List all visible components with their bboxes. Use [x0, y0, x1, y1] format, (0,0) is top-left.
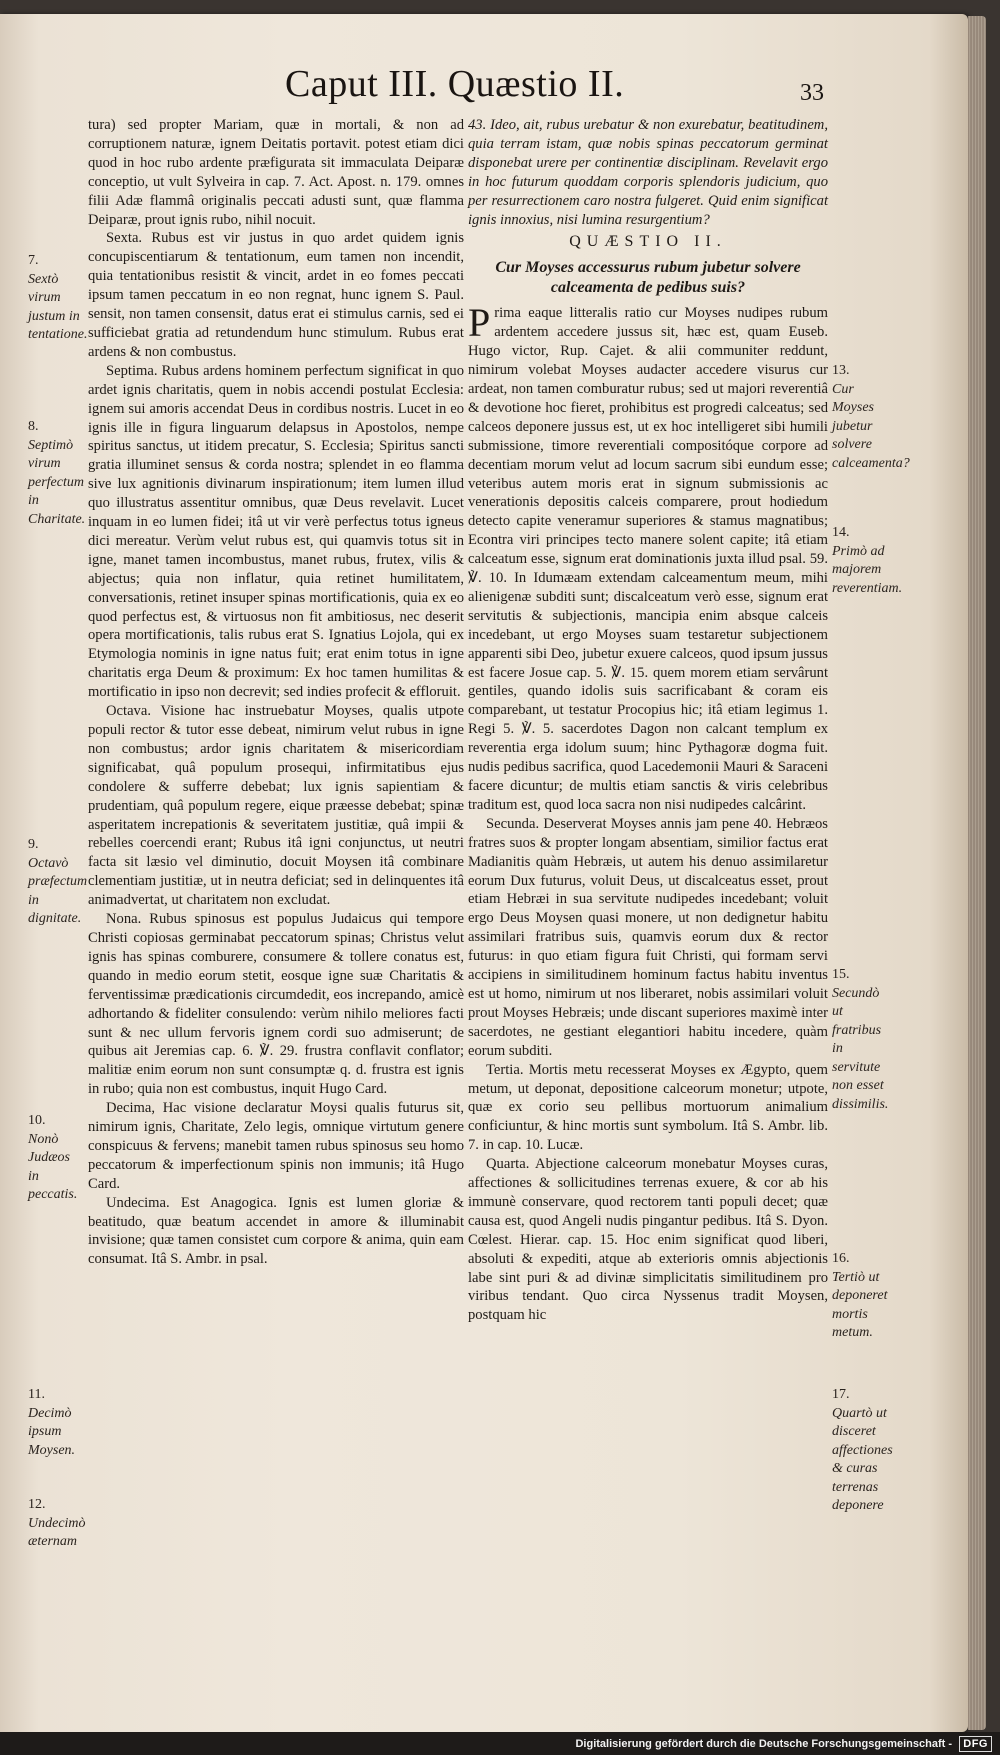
paragraph-first [468, 300, 828, 814]
right-column [468, 116, 828, 1325]
paragraph: Secunda. Deserverat Moyses annis jam pene 40. Hebræos fratres suos & propter longam absentiam, similior factus erat Madianitis quàm Hebræis, ut autem his denuo assimilaretur eorum Dux futurus, voluit Deus, ut discalceatus esset, prout etiam Hebræi in sua servitute nudipedes incedebant; voluit ergo Deus Moysen quasi monere, ut non dedignetur habitu assimilari fratribus suis, quamvis eorum dux & rector futurus: in quo etiam figura fuit Christi, qui formam servi accipiens in similitudinem hominum factus habitu inventus est ut homo, nimirum ut nos liberaret, nobis assimilari voluit prout Moyses Hebræis; unde discant superiores maximè inter sacerdotes, ne gestiant elegantiori habitu incedere, quàm eorum subditi. [468, 815, 828, 1059]
paragraph: Septima. Rubus ardens hominem perfectum significat in quo ardet ignis charitatis, quem in nobis accendi postulat Ecclesia: ignem sui amoris accendat Deus in cordibus nostris. Lucet in eo ignis ille in figura linguarum delapsus in Apostolos, nempe spiritus sanctus, ut itidem precatur, S. Ecclesia; Spiritus sancti gratia illuminet sensus & corda nostra; splendet in eo flamma sive lux agnitionis divinarum inspirationum; item lumen illud quo illustratus assentitur omnibus, quæ Deus revelavit. Lucet inquam in eo lumen fidei; itâ ut vir verè perfectus totus igneus dici mereatur. Verùm velut rubus est, qui quamvis totus sit in igne, manet tamen incombustus, manet rubus, frutex, vilis & abjectus; quia non inflatur, quia retinet humilitatem, conversationis, retinet insuper spinas mortificationis, quia ex eo quod perfectus est, & virtuosus non fit ambitiosus, nec deserit opera mortificationis, talis rubus erat S. Ignatius Lojola, qui ex Etymologia nominis in igne natus fuit; erat enim totus in igne charitatis erga Deum & proximum: Ex hoc tamen humilitas & mortificatio in ipso non decrevit; sed indies profecit & effloruit. [88, 362, 464, 701]
paragraph: Tertia. Mortis metu recesserat Moyses ex Ægypto, quem metum, ut deponat, depositione calceorum monetur; utpote, quæ ex corio seu pellibus mortuorum animalium conficiuntur, & hinc mortis sunt symbolum. Itâ S. Ambr. lib. 7. in cap. 10. Lucæ. [468, 1061, 828, 1154]
paragraph: Sexta. Rubus est vir justus in quo ardet quidem ignis concupiscentiarum & tentationum, eum tamen non incendit, quia tentationibus resistit & vincit, ardet in eo fomes peccati ipsum tamen peccatum in eo non regnat, hunc ignem S. Paul. sensit, non tamen consensit, datus erat ei stimulus carnis, sed ei sufficiebat gratia ad retundendum hunc stimulum. Rubus erat ardens & non combustus. [88, 230, 464, 360]
margin-note-left: 12. Undecimò æternam [28, 1497, 86, 1549]
margin-note-right: 17. Quartò ut disceret affectiones & curas terrenas deponere [832, 1387, 893, 1513]
left-column [88, 116, 464, 1269]
paragraph-text: rima eaque litteralis ratio cur Moyses nudipes rubum ardentem accedere jussus sit, hæc est, quam Euseb. Hugo victor, Rup. Cajet. & alii communiter reddunt, nimirum volebat Moyses audacter accedere visurus cur ardeat, non tamen comburatur rubus; sed ut majori reverentiâ & devotione hoc fieret, prohibitus est progredi calceatus; sed calceos deponere jussus est, ut ex hoc intelligeret sibi humili submissione, timore reverentiali compositóque corpore ad decentiam morum velut ad locum sacrum sibi eundum esse; veteribus autem moris erat in signum submissionis ac venerationis depositis calceis comparere, prout hodiedum detecto capite veneramur superiores & stamus magnatibus; Econtra viri principes tecto manere solent capite; itâ etiam calceatum esse, signum erat dominationis juxta illud psal. 59. ℣. 10. In Idumæam extendam calceamentum meum, mihi alienigenæ subditi sunt; discalceatum verò esse, signum erat servitutis & subjectionis, mancipia enim absque calceis incedebant, ut ergo Moyses suam testaretur subjectionem apparenti sibi Deo, jubetur exuere calceos, quod ipsum jussus est facere Josue cap. 5. ℣. 15. quem morem etiam servârunt gentiles, quando idolis suis sacrificabant & coram eis comparebant, ut testatur Procopius hic; itâ etiam legimus 1. Regi 5. ℣. 5. sacerdotes Dagon non calcant templum ex reverentia erga idolum suum; hinc Pythagoræ dogma fuit. nudis pedibus sacrifica, quod Lacedemonii Mauri & Saraceni facere dicuntur; de multis etiam sanctis & viris celebribus traditum est, quod loca sacra non nisi nudipedes calcârint. [468, 305, 828, 813]
margin-note-left: 7. Sextò virum justum in tentatione. [28, 253, 88, 342]
footer-credit: Digitalisierung gefördert durch die Deutsche Forschungsgemeinschaft - [575, 1738, 952, 1750]
margin-note-right: 13. Cur Moyses jubetur solvere calceamenta? [832, 363, 910, 471]
paragraph: Nona. Rubus spinosus est populus Judaicus qui tempore Christi copiosas germinabat peccatorum spinas; Christus velut ignis has spinas comburere, consumere & tollere conatus est, quando in medio eorum stetit, eosque igne suæ Charitatis & ferventissimæ prædicationis circumdedit, eos increpando, amicè adhortando & fideliter consulendo: verùm nihilo meliores facti sunt & nec ullum fervoris ignem cordi suo admiserunt; de quibus ait Jeremias cap. 6. ℣. 29. frustra conflavit conflator; malitiæ enim eorum non sunt consumptæ q. d. frustra est ignis in rubo; quia non est combustus, inquit Hugo Card. [88, 911, 464, 1098]
drop-cap: P [468, 300, 491, 346]
margin-note-right: 16. Tertiò ut deponeret mortis metum. [832, 1251, 888, 1340]
paragraph: Quarta. Abjectione calceorum monebatur Moyses curas, affectiones & sollicitudines terrenas exuere, & cor ab his immunè conservare, quod rectorem tanti populi decet; quæ causa est, quod Angeli nudis pingantur pedibus. Itâ S. Dyon. Cœlest. Hierar. cap. 15. Hoc enim significat quod liberi, absoluti & expediti, atque ab exterioris omnis abjectionis labe sint puri & ad divinæ simplicitatis similitudinem pro viribus tendant. Quo circa Nyssenus tradit Moysen, postquam hic [468, 1156, 828, 1324]
margin-note-left: 10. Nonò Judæos in peccatis. [28, 1113, 78, 1202]
dfg-logo: DFG [959, 1736, 992, 1752]
margin-note-left: 8. Septimò virum perfectum in Charitate. [28, 419, 86, 527]
margin-note-right: 14. Primò ad majorem reverentiam. [832, 525, 903, 596]
margin-note-left: 11. Decimò ipsum Moysen. [28, 1387, 76, 1458]
questio-heading: QUÆSTIO II. [569, 233, 727, 251]
page-number: 33 [800, 80, 824, 106]
margin-note-left: 9. Octavò præfectum in dignitate. [28, 837, 88, 926]
quotation-continuation: 43. Ideo, ait, rubus urebatur & non exurebatur, beatitudinem, quia terram istam, quæ nobis spinas peccatorum germinat disponebat urere per continentiæ disciplinam. Revelavit ergo in hoc futurum quoddam corporis splendoris judicium, quo per resurrectionem caro nostra fulgeret. Quid enim significat ignis innoxius, nisi lumina resurgentium? [468, 117, 828, 228]
paragraph: Undecima. Est Anagogica. Ignis est lumen gloriæ & beatitudo, quæ beatum accendet in amore & illuminabit invisione; quæ tamen consistet cum corpore & anima, quin eam consumat. Itâ S. Ambr. in psal. [88, 1194, 464, 1268]
margin-note-right: 15. Secundò ut fratribus in servitute non esset dissimilis. [832, 967, 889, 1112]
questio-subheading: Cur Moyses accessurus rubum jubetur solvere calceamenta de pedibus suis? [495, 259, 801, 297]
running-head: Caput III. Quæstio II. [285, 63, 625, 105]
page-edge-stack [968, 16, 986, 1730]
paragraph: tura) sed propter Mariam, quæ in mortali, & non ad corruptionem naturæ, ignem Deitatis portavit. potest etiam dici quod in hoc rubo ardente præfigurata sit immaculata Deiparæ conceptio, ut vult Sylveira in cap. 7. Act. Apost. n. 179. omnes filii Adæ flammâ originalis peccati adusti sunt, quæ flamma Deiparæ, prout ignis rubo, nihil nocuit. [88, 117, 464, 228]
paragraph: Decima, Hac visione declaratur Moysi qualis futurus sit, nimirum ignis, Charitate, Zelo legis, omnique virtutum genere conspicuus & fervens; manebit tamen rubus spinosus seu homo peccatorum & imperfectionum spinis non immunis; itâ Hugo Card. [88, 1100, 464, 1192]
paragraph: Octava. Visione hac instruebatur Moyses, qualis utpote populi rector & tutor esse debeat, nimirum velut rubus in igne non combustus; ardor ignis charitatem & misericordiam significabat, quâ populum prosequi, infirmitatibus ejus condolere & sufferre debebat; lux ignis sapientiam & prudentiam, quâ populum regere, eique præesse debebat; spinæ asperitatem increpationis & severitatem justitiæ, quâ impii & rebelles coercendi erant; Rubus itâ igni conjunctus, ut neutri facta sit læsio vel diminutio, docuit Moysen itâ combinare clementiam justitiæ, ut in neutra deficiat; sed in delinquentes itâ animadvertat, ut charitatem non excludat. [88, 703, 464, 909]
